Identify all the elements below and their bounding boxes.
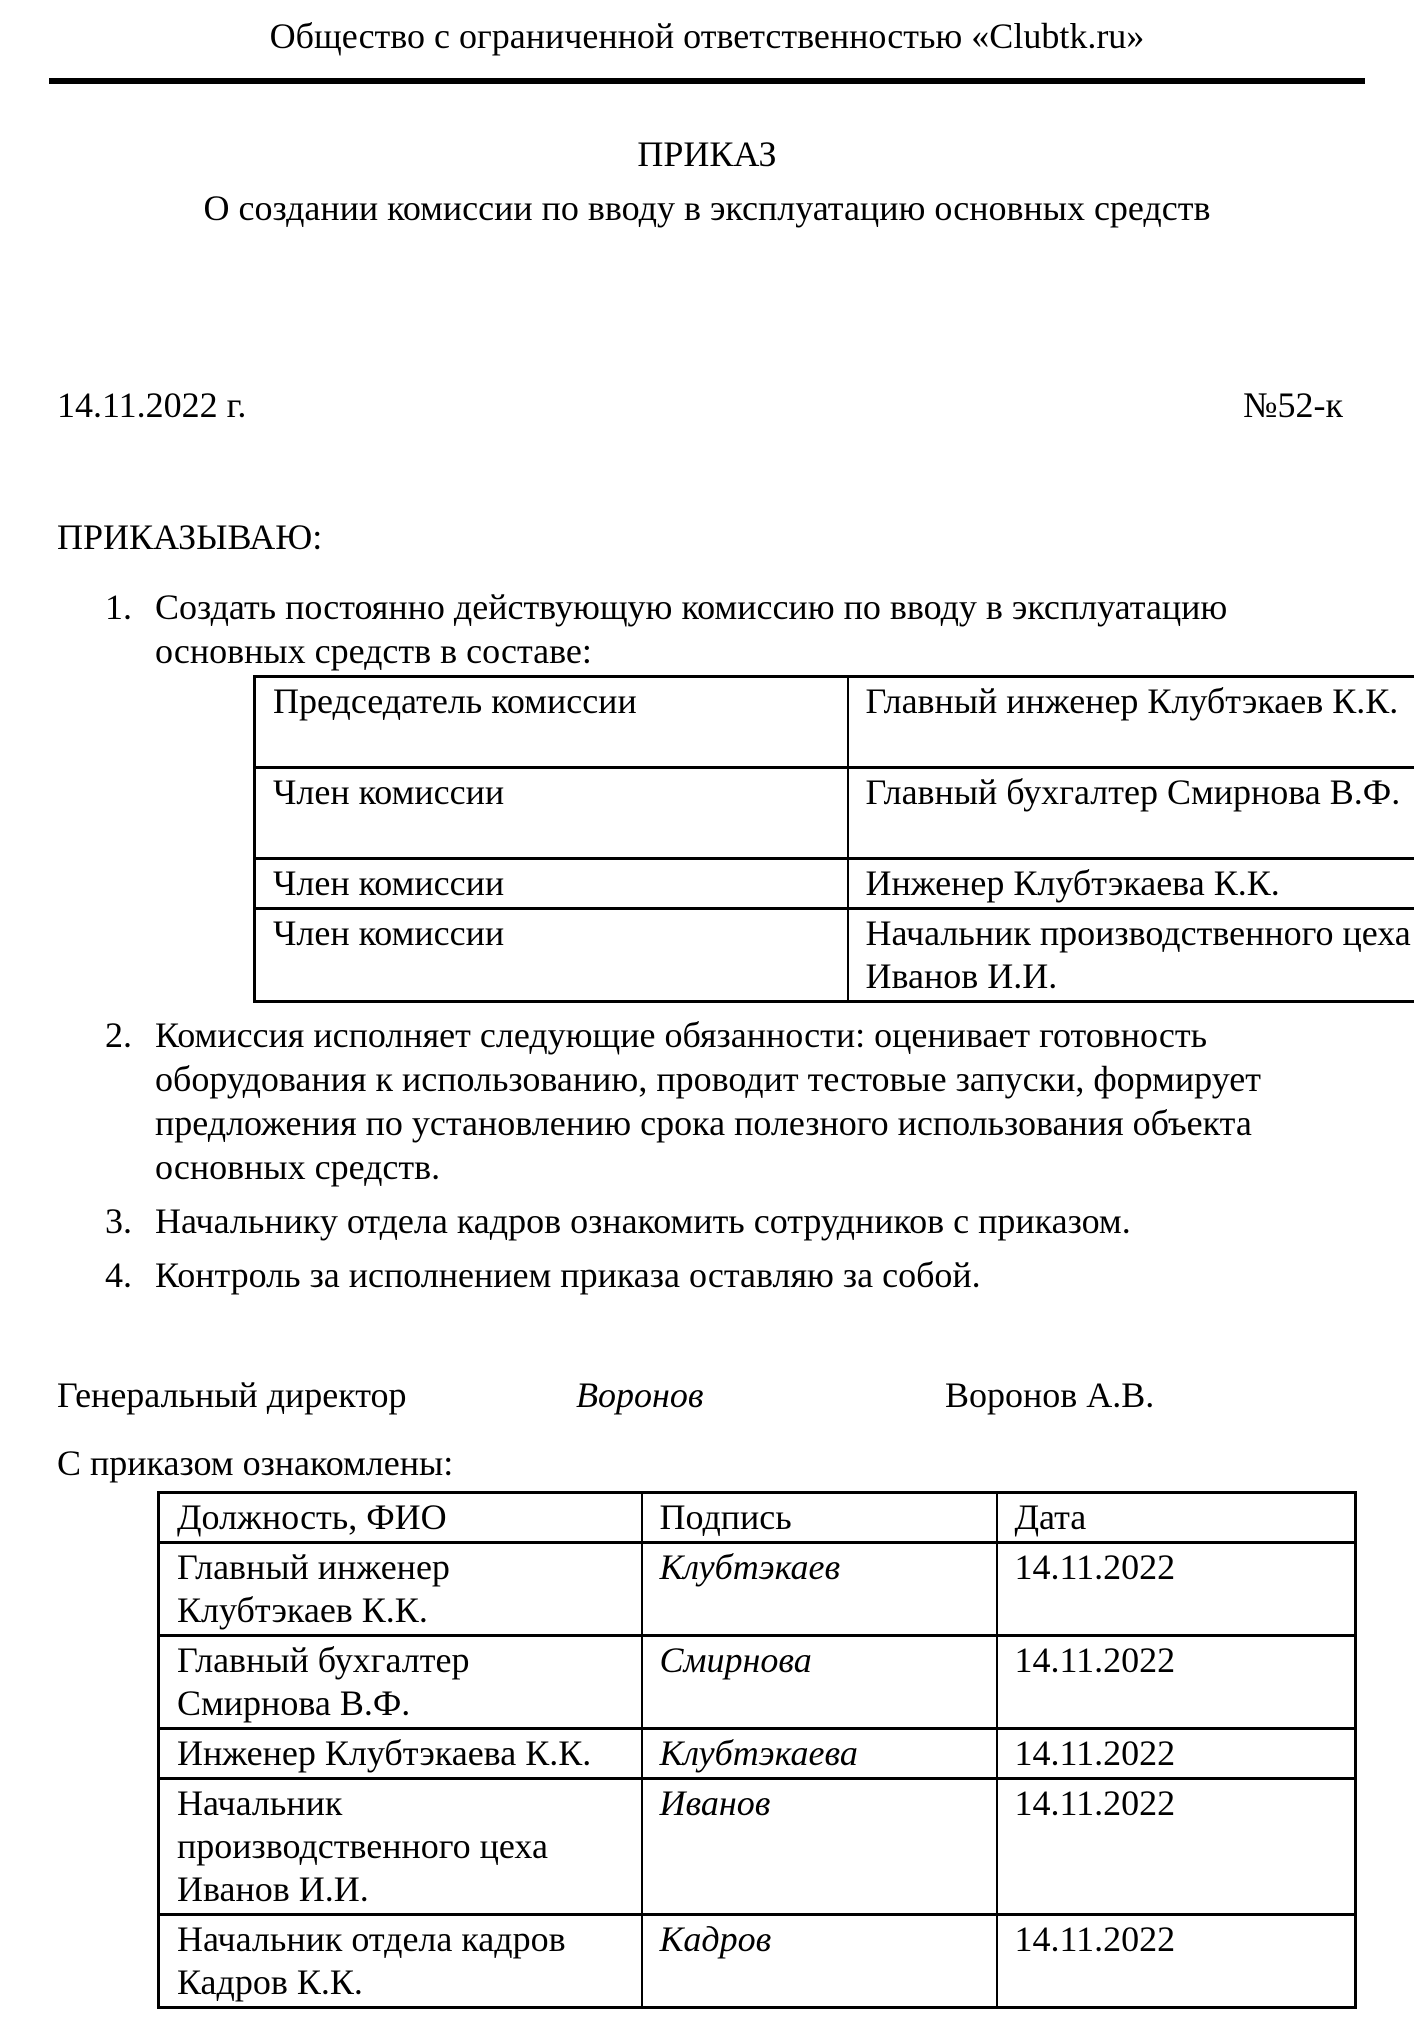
person-cell: Начальник производственного цеха Иванов И.И. — [848, 909, 1414, 1002]
position-cell: Инженер Клубтэкаева К.К. — [159, 1729, 642, 1779]
signature-autograph: Воронов — [576, 1375, 704, 1415]
order-item-4 — [57, 1253, 1357, 1297]
header-cell-position: Должность, ФИО — [159, 1493, 642, 1543]
table-row — [255, 768, 1414, 859]
person-cell: Главный инженер Клубтэкаев К.К. — [848, 677, 1414, 768]
signature-cell: Клубтэкаева — [642, 1729, 997, 1779]
table-row — [159, 1636, 1356, 1729]
table-row — [255, 859, 1414, 909]
date-cell: 14.11.2022 — [997, 1915, 1356, 2008]
person-cell: Инженер Клубтэкаева К.К. — [848, 859, 1414, 909]
position-cell: Начальник отдела кадров Кадров К.К. — [159, 1915, 642, 2008]
signature-position: Генеральный директор — [57, 1375, 407, 1415]
signature-cell: Иванов — [642, 1779, 997, 1915]
item-number: 3. — [105, 1201, 132, 1241]
table-row — [255, 909, 1414, 1002]
directive-word: ПРИКАЗЫВАЮ: — [57, 517, 323, 557]
table-header-row — [159, 1493, 1356, 1543]
table-row — [159, 1543, 1356, 1636]
table-row — [255, 677, 1414, 768]
header-cell-signature: Подпись — [642, 1493, 997, 1543]
role-cell: Член комиссии — [255, 859, 848, 909]
position-cell: Главный бухгалтер Смирнова В.Ф. — [159, 1636, 642, 1729]
signature-cell: Смирнова — [642, 1636, 997, 1729]
composition-table — [253, 675, 1414, 1003]
item-text: Комиссия исполняет следующие обязанности: оценивает готовность оборудования к использованию, проводит тестовые запуски, формирует предложения по установлению срока полезного использования объекта основных средств. — [155, 1015, 1261, 1187]
signature-cell: Кадров — [642, 1915, 997, 2008]
table-row — [159, 1915, 1356, 2008]
order-subject: О создании комиссии по вводу в эксплуатацию основных средств — [203, 188, 1211, 228]
table-row — [159, 1779, 1356, 1915]
position-cell: Главный инженер Клубтэкаев К.К. — [159, 1543, 642, 1636]
order-title: ПРИКАЗ — [637, 134, 777, 174]
date-cell: 14.11.2022 — [997, 1729, 1356, 1779]
item-number: 2. — [105, 1015, 132, 1055]
order-number: №52-к — [1243, 385, 1343, 425]
item-text: Создать постоянно действующую комиссию по вводу в эксплуатацию основных средств в составе: — [155, 587, 1228, 671]
date-row — [57, 383, 1357, 427]
order-item-2 — [57, 1013, 1357, 1189]
order-item-1 — [57, 585, 1411, 1003]
item-number: 1. — [105, 587, 132, 627]
table-row — [159, 1729, 1356, 1779]
order-item-3 — [57, 1199, 1357, 1243]
header-cell-date: Дата — [997, 1493, 1356, 1543]
date-cell: 14.11.2022 — [997, 1779, 1356, 1915]
signature-name: Воронов А.В. — [945, 1375, 1155, 1415]
role-cell: Председатель комиссии — [255, 677, 848, 768]
date-cell: 14.11.2022 — [997, 1636, 1356, 1729]
signature-cell: Клубтэкаев — [642, 1543, 997, 1636]
person-cell: Главный бухгалтер Смирнова В.Ф. — [848, 768, 1414, 859]
signature-row — [57, 1373, 1357, 1417]
position-cell: Начальник производственного цеха Иванов И.И. — [159, 1779, 642, 1915]
item-text: Контроль за исполнением приказа оставляю за собой. — [155, 1255, 981, 1295]
item-number: 4. — [105, 1255, 132, 1295]
date-cell: 14.11.2022 — [997, 1543, 1356, 1636]
acknowledgement-table — [157, 1491, 1357, 2009]
order-date: 14.11.2022 г. — [57, 385, 247, 425]
acknowledgement-label: С приказом ознакомлены: — [57, 1443, 454, 1483]
role-cell: Член комиссии — [255, 909, 848, 1002]
company-header: Общество с ограниченной ответственностью «Clubtk.ru» — [269, 16, 1145, 56]
header-rule — [49, 78, 1365, 84]
role-cell: Член комиссии — [255, 768, 848, 859]
order-list — [57, 585, 1411, 1297]
item-text: Начальнику отдела кадров ознакомить сотрудников с приказом. — [155, 1201, 1131, 1241]
